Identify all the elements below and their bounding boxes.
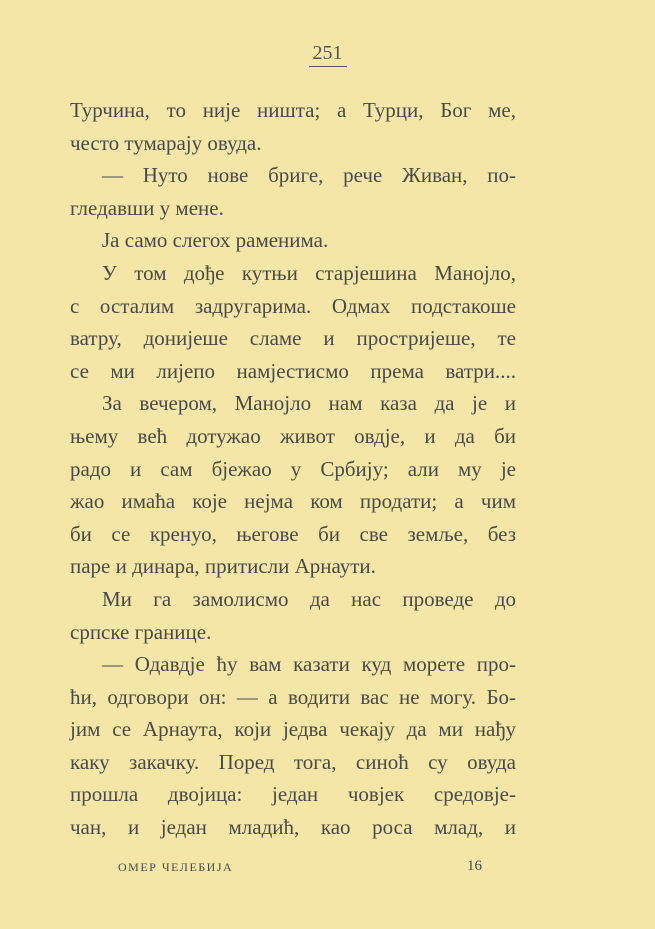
text-line: каку закачку. Поред тога, синоћ су овуда	[70, 749, 516, 774]
text-line: српске границе.	[70, 619, 212, 644]
text-line: с осталим задругарима. Одмах подстакоше	[70, 293, 516, 318]
text-line: — Одавдје ћу вам казати куд морете про-	[102, 652, 516, 677]
body-text	[70, 94, 516, 844]
text-line: често тумарају овуда.	[70, 130, 262, 155]
text-line: се ми лијепо намјестисмо према ватри....	[70, 358, 516, 383]
signature-number: 16	[467, 858, 482, 874]
text-line: У том дође кутњи старјешина Манојло,	[102, 260, 516, 285]
text-line: чан, и један младић, као роса млад, и	[70, 815, 516, 840]
text-line: ћи, одговори он: — а водити вас не могу. Бо-	[70, 684, 516, 709]
text-line: ватру, донијеше сламе и простријеше, те	[70, 326, 516, 351]
text-line: би се кренуо, његове би све земље, без	[70, 521, 516, 546]
signature-text: ОМЕР ЧЕЛЕБИЈА	[118, 860, 234, 874]
text-line: — Нуто нове бриге, рече Живан, по-	[102, 163, 516, 188]
printer-signature	[118, 860, 490, 880]
page-number-text: 251	[309, 42, 347, 67]
text-line: паре и динара, притисли Арнаути.	[70, 554, 376, 579]
text-line: За вечером, Манојло нам каза да је и	[102, 391, 516, 416]
text-line: гледавши у мене.	[70, 195, 224, 220]
text-line: Ја само слегох раменима.	[102, 228, 329, 253]
page-number	[0, 42, 655, 67]
text-line: прошла двојица: један човјек средовје-	[70, 782, 516, 807]
text-line: јим се Арнаута, који једва чекају да ми нађу	[70, 717, 516, 742]
text-line: жао имаћа које нејма ком продати; а чим	[70, 489, 516, 514]
text-line: њему већ дотужао живот овдје, и да би	[70, 423, 516, 448]
text-line: Турчина, то није ништа; а Турци, Бог ме,	[70, 98, 516, 122]
text-line: радо и сам бјежао у Србију; али му је	[70, 456, 516, 481]
text-line: Ми га замолисмо да нас проведе до	[102, 586, 516, 611]
